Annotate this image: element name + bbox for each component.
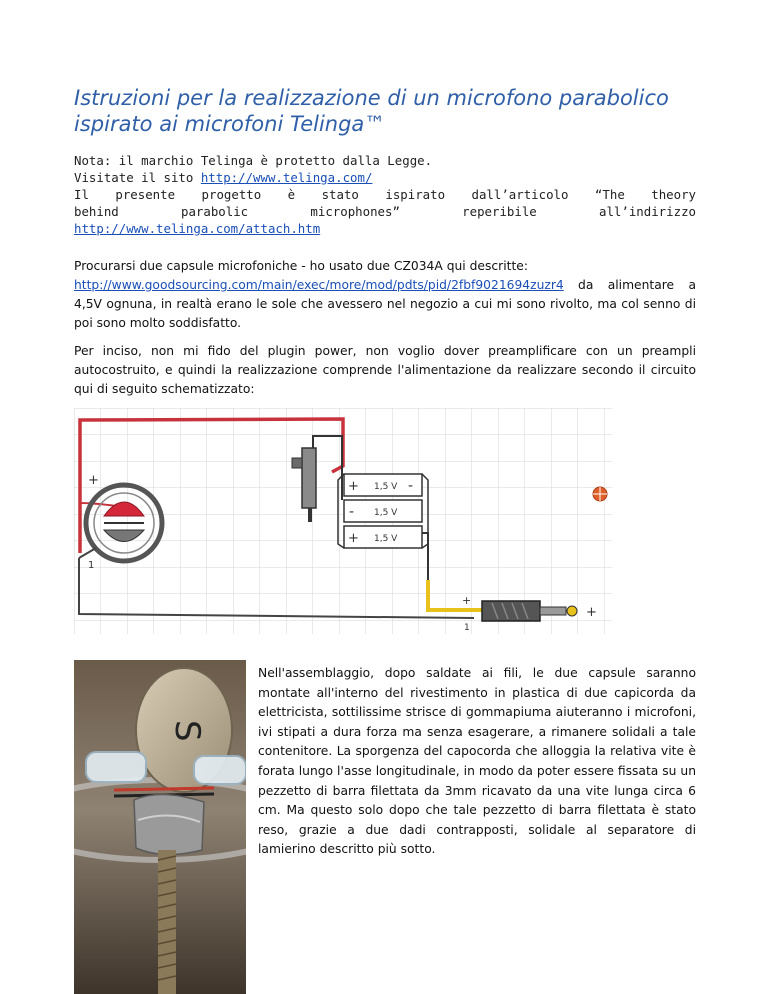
battery-1-plus: +	[348, 479, 359, 494]
jack-plus-label: +	[462, 594, 472, 607]
paragraph-capsules	[74, 257, 696, 333]
side-symbol	[593, 487, 607, 501]
goodsourcing-link[interactable]: http://www.goodsourcing.com/main/exec/more/mod/pdts/pid/2fbf9021694zuzr4	[74, 278, 564, 292]
note-block	[74, 152, 696, 237]
right-capsule	[194, 756, 246, 784]
document-title: Istruzioni per la realizzazione di un microfono parabolico ispirato ai microfoni Telinga™	[74, 86, 669, 136]
paragraph-assembly: Nell'assemblaggio, dopo saldate ai fili, le due capsule saranno montate all'interno del rivestimento in plastica di due capicorda da elettricista, sottilissime strisce di gommapiuma aiuteranno i microfoni, ivi stipati a dura forza ma senza esagerare, a rimanere solidali a tale contenitore. La sporgenza del capocorda che alloggia la relativa vite è forata lungo l'asse longitudinale, in modo da poter essere fissata su un pezzetto di barra filettata da 3mm ricavato da una vite lunga circa 6 cm. Ma questo solo dopo che tale pezzetto di barra filettata è stato reso, grazie a due dadi contrapposti, solidale al separatore di lamierino descritto più sotto.	[258, 666, 696, 857]
battery-1-minus: -	[408, 478, 414, 494]
battery-2-label: 1,5 V	[374, 508, 398, 518]
jack-tip-plus: +	[586, 605, 597, 620]
note-line-inspiration: Il presente progetto è stato ispirato dall’articolo “The theory	[74, 187, 696, 202]
mic-plus-label: +	[88, 473, 99, 488]
capsules-rest: da alimentare a 4,5V ognuna, in realtà erano le sole che avessero nel negozio a cui mi sono rivolto, ma col senno di poi sono molto soddisfatto.	[74, 278, 696, 330]
tape-wrap	[134, 794, 204, 854]
battery-3-label: 1,5 V	[374, 534, 398, 544]
battery-pack	[338, 474, 428, 548]
paragraph-power: Per inciso, non mi fido del plugin power, non voglio dover preamplificare con un preampli autocostruito, e quindi la realizzazione comprende l'alimentazione da realizzare secondo il circuito qui di seguito schematizzato:	[74, 344, 696, 396]
left-capsule	[86, 752, 146, 782]
disc-letter: S	[167, 720, 207, 742]
note-line-article-link	[74, 220, 696, 237]
battery-3-plus: +	[348, 531, 359, 546]
note-line-article: behind parabolic microphones” reperibile all’indirizzo	[74, 204, 696, 219]
telinga-attach-link[interactable]: http://www.telinga.com/attach.htm	[74, 221, 321, 236]
mic-one-label: 1	[88, 560, 95, 571]
note-line-trademark: Nota: il marchio Telinga è protetto dalla Legge.	[74, 153, 433, 168]
note-line-site	[74, 169, 696, 186]
assembly-photo	[74, 660, 246, 994]
battery-1-label: 1,5 V	[374, 482, 398, 492]
note-site-prefix: Visitate il sito	[74, 170, 201, 185]
jack-one-label: 1	[464, 623, 470, 633]
circuit-schematic	[74, 408, 612, 634]
battery-2-minus: -	[349, 504, 355, 520]
capsules-intro: Procurarsi due capsule microfoniche - ho usato due CZ034A qui descritte:	[74, 259, 528, 273]
telinga-site-link[interactable]: http://www.telinga.com/	[200, 170, 373, 185]
